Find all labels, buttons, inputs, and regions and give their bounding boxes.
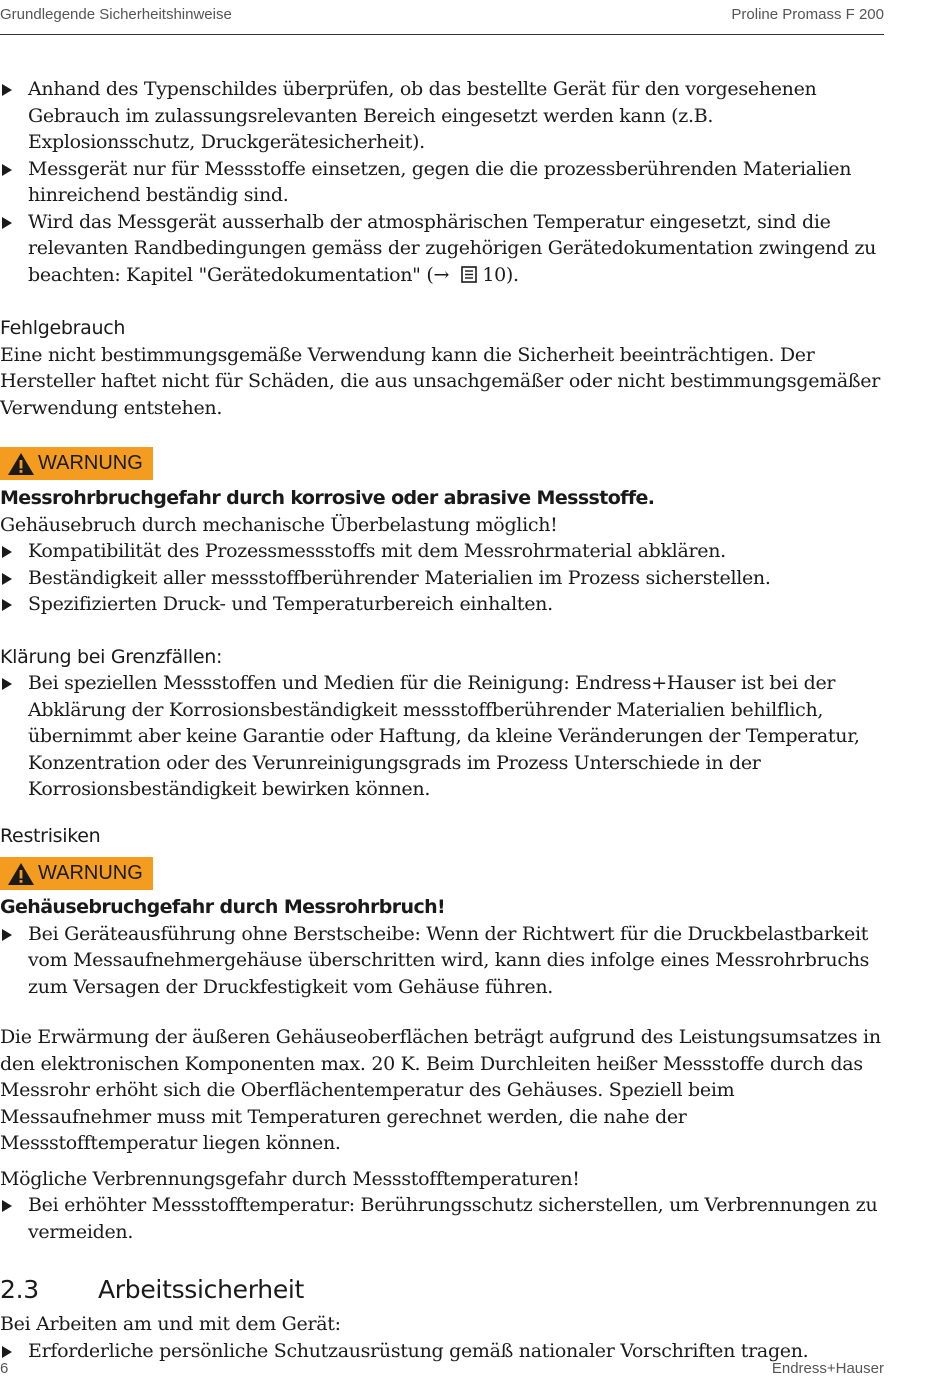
list-item: Anhand des Typenschildes überprüfen, ob das bestellte Gerät für den vorgesehenen Gebrauch im zulassungsrelevanten Bereich eingesetzt werden kann (z.B. Explosionsschutz, Druckgerätesicherheit). [0, 76, 884, 156]
section-heading [0, 1273, 884, 1307]
list-item: Beständigkeit aller messstoffberührender Materialien im Prozess sicherstellen. [0, 565, 884, 592]
warning-bullet-list [0, 538, 884, 618]
fehlgebrauch-heading: Fehlgebrauch [0, 317, 126, 339]
bullet-triangle-icon [2, 1200, 12, 1212]
list-item: Bei Geräteausführung ohne Berstscheibe: Wenn der Richtwert für die Druckbelastbarkeit vom Messaufnehmergehäuse überschritten wird, kann dies infolge eines Messrohrbruchs zum Versagen der Druckfestigkeit vom Gehäuse führen. [0, 921, 884, 1001]
warning-label: WARNUNG [38, 862, 143, 884]
warning-badge [0, 857, 153, 890]
list-item: Bei speziellen Messstoffen und Medien für die Reinigung: Endress+Hauser ist bei der Abklärung der Korrosionsbeständigkeit messstoffberührender Materialien behilflich, übernimmt aber keine Garantie oder Haftung, da kleine Veränderungen der Temperatur, Konzentration oder des Verunreinigungsgrads im Prozess Unterschiede in der Korrosionsbeständigkeit bewirken können. [0, 670, 884, 803]
restrisiken-heading: Restrisiken [0, 824, 101, 847]
bullet-triangle-icon [2, 164, 12, 176]
bullet-triangle-icon [2, 599, 12, 611]
waerme-warning-line: Mögliche Verbrennungsgefahr durch Messstofftemperaturen! [0, 1167, 580, 1190]
warning-triangle-icon [7, 452, 35, 476]
header-divider [0, 34, 884, 35]
waerme-paragraph: Die Erwärmung der äußeren Gehäuseoberflächen beträgt aufgrund des Leistungsumsatzes in den elektronischen Komponenten max. 20 K. Beim Durchleiten heißer Messstoffe durch das Messrohr erhöht sich die Oberflächentemperatur des Gehäuses. Speziell beim Messaufnehmer muss mit Temperaturen gerechnet werden, die nahe der Messstofftemperatur liegen können. [0, 1026, 881, 1154]
warning-title: Gehäusebruchgefahr durch Messrohrbruch! [0, 896, 446, 918]
fehlgebrauch-text: Eine nicht bestimmungsgemäße Verwendung kann die Sicherheit beeinträchtigen. Der Hersteller haftet nicht für Schäden, die aus unsachgemäßer oder nicht bestimmungsgemäßer Verwendung entstehen. [0, 343, 881, 419]
bullet-triangle-icon [2, 929, 12, 941]
header-product-name: Proline Promass F 200 [731, 6, 884, 23]
bullet-triangle-icon [2, 84, 12, 96]
bullet-triangle-icon [2, 678, 12, 690]
warning-title: Messrohrbruchgefahr durch korrosive oder abrasive Messstoffe. [0, 487, 655, 509]
page-content [0, 76, 884, 1364]
bullet-triangle-icon [2, 217, 12, 229]
page-header [0, 6, 884, 23]
section-intro: Bei Arbeiten am und mit dem Gerät: [0, 1313, 341, 1335]
list-item: Bei erhöhter Messstofftemperatur: Berührungsschutz sicherstellen, um Verbrennungen zu vermeiden. [0, 1192, 884, 1245]
grenzfaelle-bullet-list [0, 670, 884, 803]
list-item: Wird das Messgerät ausserhalb der atmosphärischen Temperatur eingesetzt, sind die relevanten Randbedingungen gemäss der zugehörigen Gerätedokumentation zwingend zu beachten: Kapitel "Gerätedokumentation" (→ 10). [0, 209, 884, 289]
page-reference-link[interactable]: 10 [482, 263, 506, 286]
bullet-triangle-icon [2, 546, 12, 558]
list-item: Messgerät nur für Messstoffe einsetzen, gegen die die prozessberührenden Materialien hinreichend beständig sind. [0, 156, 884, 209]
grenzfaelle-heading: Klärung bei Grenzfällen: [0, 645, 223, 668]
page-number: 6 [0, 1360, 9, 1377]
page-reference-icon [461, 266, 477, 283]
section-number: 2.3 [0, 1275, 39, 1304]
bullet-triangle-icon [2, 573, 12, 585]
waerme-bullet-list [0, 1192, 884, 1245]
warning-subtitle: Gehäusebruch durch mechanische Überbelastung möglich! [0, 513, 558, 536]
footer-brand: Endress+Hauser [771, 1360, 884, 1377]
header-section-title: Grundlegende Sicherheitshinweise [0, 6, 232, 23]
list-item: Kompatibilität des Prozessmessstoffs mit dem Messrohrmaterial abklären. [0, 538, 884, 565]
bullet-triangle-icon [2, 1346, 12, 1358]
warning-badge [0, 447, 153, 480]
section-title: Arbeitssicherheit [98, 1275, 305, 1304]
warning-label: WARNUNG [38, 452, 143, 474]
list-item: Spezifizierten Druck- und Temperaturbereich einhalten. [0, 591, 884, 618]
page-footer [0, 1360, 884, 1377]
cross-ref-arrow-icon: → [433, 263, 450, 286]
list-item: Erforderliche persönliche Schutzausrüstung gemäß nationaler Vorschriften tragen. [0, 1338, 884, 1365]
warning-bullet-list [0, 921, 884, 1001]
warning-triangle-icon [7, 862, 35, 886]
intro-bullet-list [0, 76, 884, 288]
